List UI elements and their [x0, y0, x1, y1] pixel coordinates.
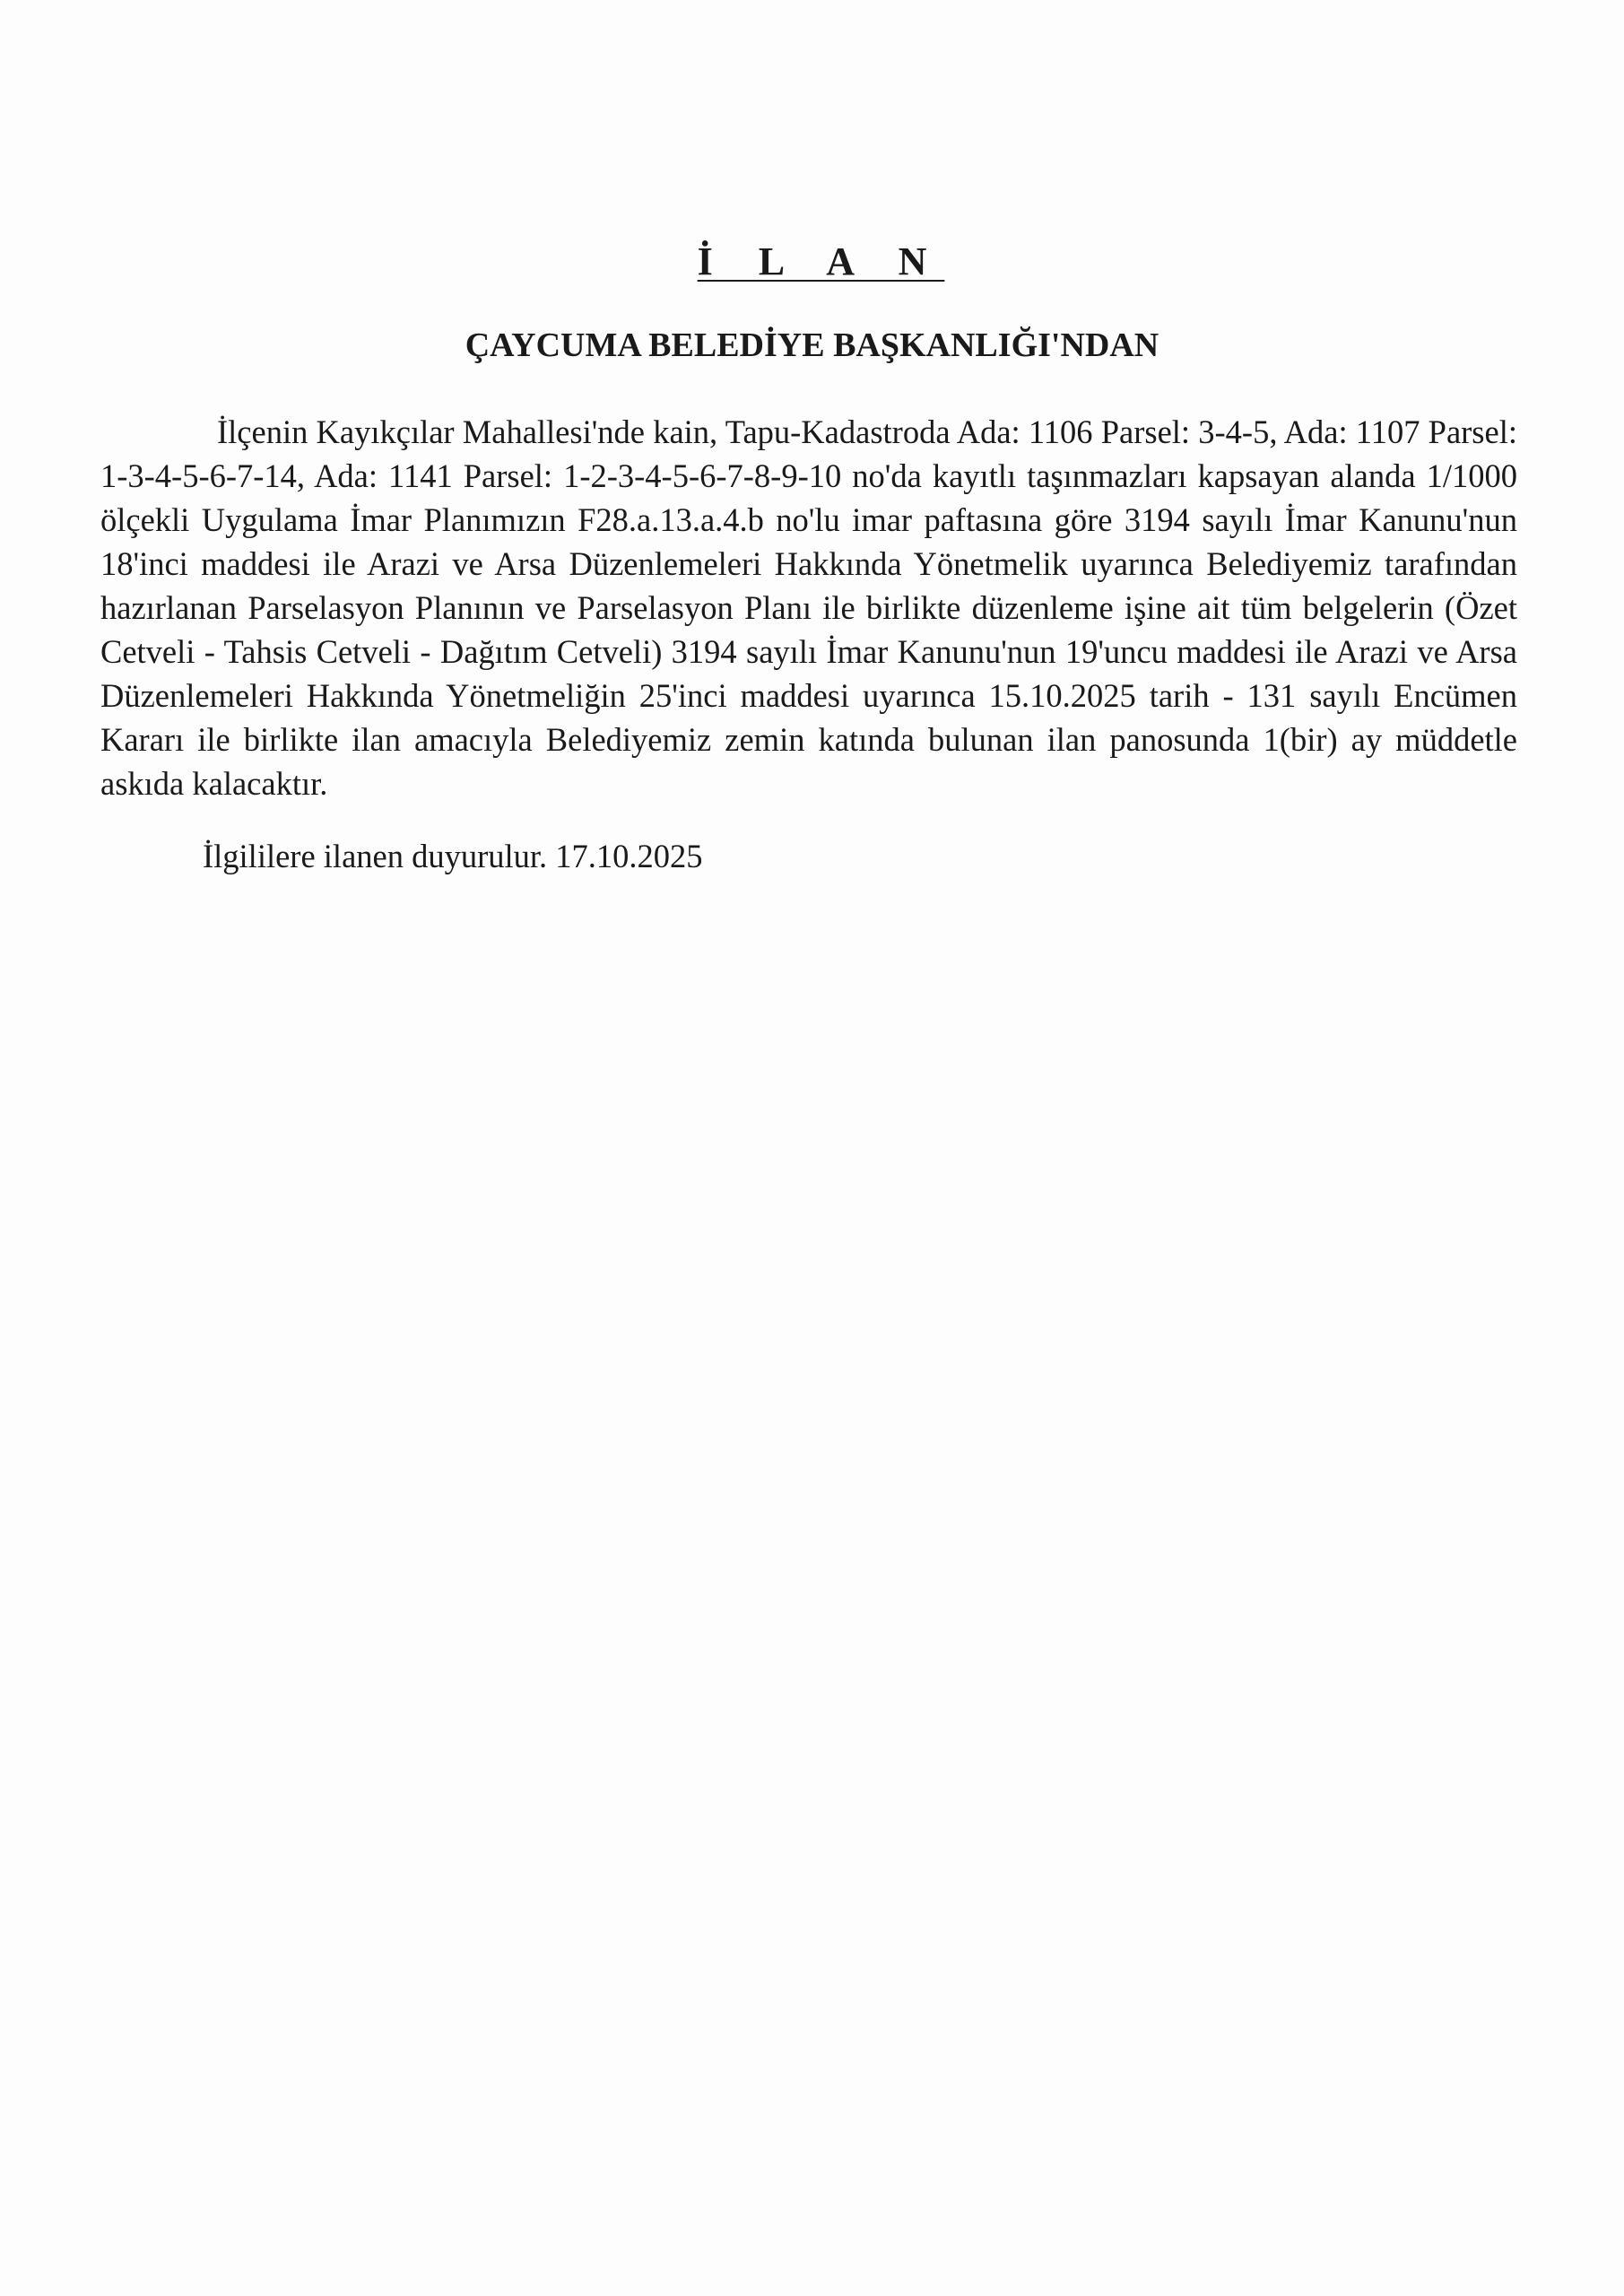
- notice-title-text: İ L A N: [697, 239, 945, 283]
- notice-title: [0, 235, 1624, 289]
- notice-closing-line: İlgililere ilanen duyurulur. 17.10.2025: [203, 838, 703, 874]
- notice-body-paragraph: İlçenin Kayıkçılar Mahallesi'nde kain, Tapu-Kadastroda Ada: 1106 Parsel: 3-4-5, Ada: 1107 Parsel: 1-3-4-5-6-7-14, Ada: 1141 Parsel: 1-2-3-4-5-6-7-8-9-10 no'da kayıtlı taşınmazları kapsayan alanda 1/1000 ölçekli Uygulama İmar Planımızın F28.a.13.a.4.b no'lu imar paftasına göre 3194 sayılı İmar Kanunu'nun 18'inci maddesi ile Arazi ve Arsa Düzenlemeleri Hakkında Yönetmelik uyarınca Belediyemiz tarafından hazırlanan Parselasyon Planının ve Parselasyon Planı ile birlikte düzenleme işine ait tüm belgelerin (Özet Cetveli - Tahsis Cetveli - Dağıtım Cetveli) 3194 sayılı İmar Kanunu'nun 19'uncu maddesi ile Arazi ve Arsa Düzenlemeleri Hakkında Yönetmeliğin 25'inci maddesi uyarınca 15.10.2025 tarih - 131 sayılı Encümen Kararı ile birlikte ilan amacıyla Belediyemiz zemin katında bulunan ilan panosunda 1(bir) ay müddetle askıda kalacaktır.: [100, 413, 1517, 802]
- issuer-heading: ÇAYCUMA BELEDİYE BAŞKANLIĞI'NDAN: [465, 326, 1159, 364]
